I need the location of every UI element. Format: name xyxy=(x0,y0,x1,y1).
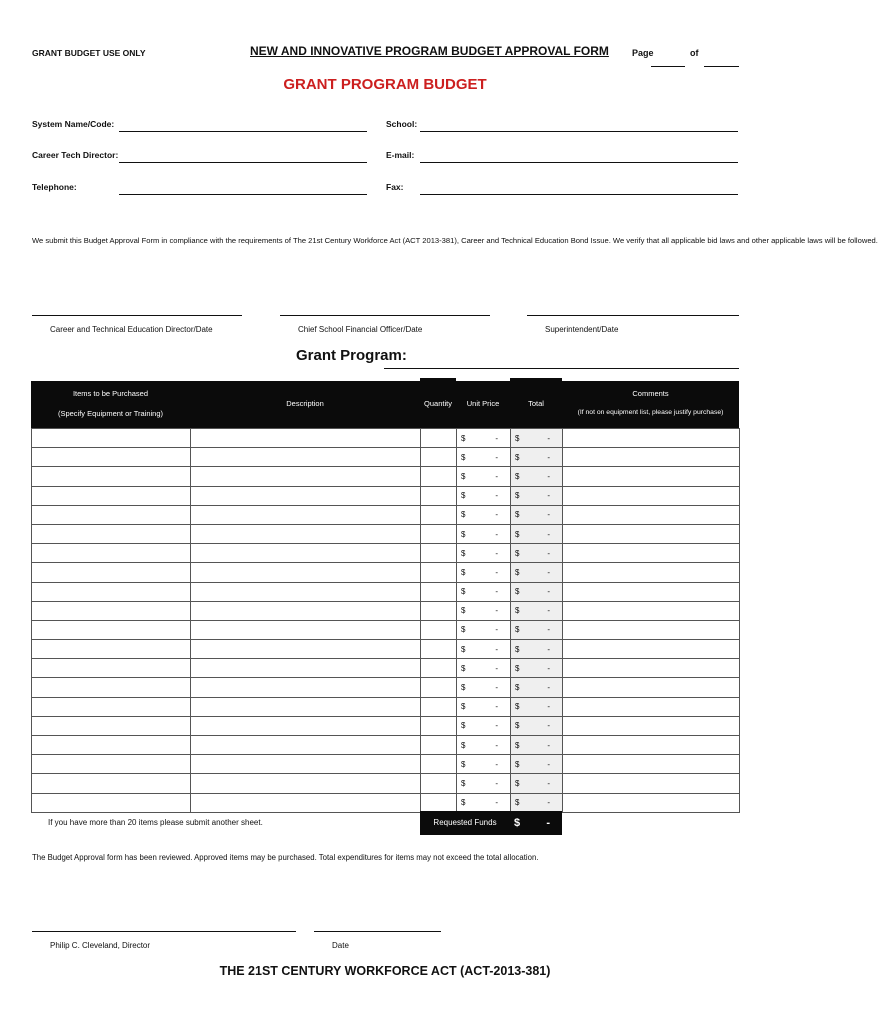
total-cell xyxy=(511,659,563,678)
item-cell[interactable] xyxy=(32,448,191,467)
zero-dash: - xyxy=(547,606,550,616)
zero-dash: - xyxy=(495,433,498,443)
email-label: E-mail: xyxy=(386,150,415,160)
total-cell xyxy=(511,601,563,620)
of-label: of xyxy=(690,48,699,58)
dollar-sign: $ xyxy=(461,798,466,808)
zero-dash: - xyxy=(547,625,550,635)
comments-cell[interactable] xyxy=(563,524,740,543)
zero-dash: - xyxy=(495,491,498,501)
dollar-sign: $ xyxy=(515,759,520,769)
item-cell[interactable] xyxy=(32,793,191,812)
director-label: Career Tech Director: xyxy=(32,150,119,160)
unit-price-cell[interactable] xyxy=(457,524,511,543)
zero-dash: - xyxy=(547,471,550,481)
quantity-cell[interactable] xyxy=(421,697,457,716)
total-cell xyxy=(511,793,563,812)
quantity-cell[interactable] xyxy=(421,774,457,793)
item-cell[interactable] xyxy=(32,486,191,505)
item-cell[interactable] xyxy=(32,716,191,735)
unit-price-cell[interactable] xyxy=(457,448,511,467)
item-cell[interactable] xyxy=(32,736,191,755)
zero-dash: - xyxy=(495,452,498,462)
zero-dash: - xyxy=(547,759,550,769)
items-header-note: (Specify Equipment or Training) xyxy=(57,409,164,418)
unit-price-cell[interactable] xyxy=(457,601,511,620)
zero-dash: - xyxy=(495,702,498,712)
dollar-sign: $ xyxy=(461,644,466,654)
quantity-cell[interactable] xyxy=(421,793,457,812)
superintendent-signature-line[interactable] xyxy=(527,315,739,316)
dollar-sign: $ xyxy=(515,567,520,577)
dollar-sign: $ xyxy=(461,721,466,731)
comments-cell[interactable] xyxy=(563,544,740,563)
comments-cell[interactable] xyxy=(563,505,740,524)
item-cell[interactable] xyxy=(32,659,191,678)
item-cell[interactable] xyxy=(32,697,191,716)
total-cell xyxy=(511,563,563,582)
unit-price-cell[interactable] xyxy=(457,716,511,735)
dollar-sign: $ xyxy=(515,433,520,443)
total-cell xyxy=(511,736,563,755)
comments-cell[interactable] xyxy=(563,582,740,601)
page-total-line[interactable] xyxy=(704,66,739,67)
item-cell[interactable] xyxy=(32,601,191,620)
quantity-cell[interactable] xyxy=(421,505,457,524)
description-cell[interactable] xyxy=(191,486,421,505)
dollar-sign: $ xyxy=(461,510,466,520)
system-name-label: System Name/Code: xyxy=(32,119,115,129)
total-cell xyxy=(511,640,563,659)
total-cell xyxy=(511,544,563,563)
table-row xyxy=(32,793,740,812)
dollar-sign: $ xyxy=(461,778,466,788)
description-cell[interactable] xyxy=(191,659,421,678)
approval-date-line[interactable] xyxy=(314,931,441,932)
zero-dash: - xyxy=(495,721,498,731)
cte-director-signature-label: Career and Technical Education Director/Date xyxy=(50,325,213,334)
dollar-sign: $ xyxy=(461,567,466,577)
fax-label: Fax: xyxy=(386,182,404,192)
dollar-sign: $ xyxy=(461,548,466,558)
comments-cell[interactable] xyxy=(563,697,740,716)
dollar-sign: $ xyxy=(461,606,466,616)
dollar-sign: $ xyxy=(515,702,520,712)
zero-dash: - xyxy=(547,567,550,577)
description-cell[interactable] xyxy=(191,640,421,659)
item-cell[interactable] xyxy=(32,640,191,659)
description-cell[interactable] xyxy=(191,755,421,774)
comments-cell[interactable] xyxy=(563,659,740,678)
unit-price-cell[interactable] xyxy=(457,755,511,774)
zero-dash: - xyxy=(547,491,550,501)
dollar-sign: $ xyxy=(515,548,520,558)
total-cell xyxy=(511,582,563,601)
comments-cell[interactable] xyxy=(563,774,740,793)
comments-cell[interactable] xyxy=(563,467,740,486)
comments-cell[interactable] xyxy=(563,716,740,735)
item-cell[interactable] xyxy=(32,429,191,448)
description-cell[interactable] xyxy=(191,601,421,620)
table-row xyxy=(32,697,740,716)
zero-dash: - xyxy=(547,529,550,539)
certification-statement: We submit this Budget Approval Form in compliance with the requirements of The 21st Century Workforce Act (ACT 2013-381), Career and Technical Education Bond Issue. We verify that all applicable bid laws and other applicable laws will be followed. xyxy=(32,236,878,245)
zero-dash: - xyxy=(495,798,498,808)
quantity-cell[interactable] xyxy=(421,736,457,755)
description-cell[interactable] xyxy=(191,467,421,486)
quantity-cell[interactable] xyxy=(421,486,457,505)
table-row xyxy=(32,659,740,678)
total-cell xyxy=(511,755,563,774)
total-cell xyxy=(511,620,563,639)
comments-cell[interactable] xyxy=(563,620,740,639)
zero-dash: - xyxy=(547,798,550,808)
comments-cell[interactable] xyxy=(563,793,740,812)
description-cell[interactable] xyxy=(191,736,421,755)
zero-dash: - xyxy=(547,644,550,654)
table-row xyxy=(32,467,740,486)
table-row xyxy=(32,505,740,524)
total-cell xyxy=(511,429,563,448)
total-cell xyxy=(511,467,563,486)
item-cell[interactable] xyxy=(32,774,191,793)
zero-dash: - xyxy=(547,663,550,673)
total-cell xyxy=(511,697,563,716)
dollar-sign: $ xyxy=(515,491,520,501)
description-cell[interactable] xyxy=(191,716,421,735)
table-row xyxy=(32,582,740,601)
dollar-sign: $ xyxy=(461,433,466,443)
telephone-field[interactable] xyxy=(119,194,367,195)
zero-dash: - xyxy=(495,567,498,577)
dollar-sign: $ xyxy=(515,587,520,597)
unit-price-cell[interactable] xyxy=(457,429,511,448)
budget-table-header xyxy=(31,381,739,428)
dollar-sign: $ xyxy=(461,587,466,597)
item-cell[interactable] xyxy=(32,678,191,697)
quantity-cell[interactable] xyxy=(421,640,457,659)
dollar-sign: $ xyxy=(515,778,520,788)
description-cell[interactable] xyxy=(191,793,421,812)
description-cell[interactable] xyxy=(191,544,421,563)
dollar-sign: $ xyxy=(515,740,520,750)
description-cell[interactable] xyxy=(191,448,421,467)
zero-dash: - xyxy=(547,683,550,693)
table-row xyxy=(32,678,740,697)
unit-price-cell[interactable] xyxy=(457,467,511,486)
table-row xyxy=(32,448,740,467)
item-cell[interactable] xyxy=(32,524,191,543)
quantity-cell[interactable] xyxy=(421,563,457,582)
dollar-sign: $ xyxy=(461,625,466,635)
unit-price-cell[interactable] xyxy=(457,486,511,505)
total-cell xyxy=(511,486,563,505)
quantity-cell[interactable] xyxy=(421,544,457,563)
description-cell[interactable] xyxy=(191,505,421,524)
zero-dash: - xyxy=(495,625,498,635)
items-header: Items to be Purchased xyxy=(72,389,149,398)
description-cell[interactable] xyxy=(191,697,421,716)
unit-price-cell[interactable] xyxy=(457,640,511,659)
quantity-cell[interactable] xyxy=(421,448,457,467)
description-cell[interactable] xyxy=(191,563,421,582)
total-cell xyxy=(511,505,563,524)
dollar-sign: $ xyxy=(515,663,520,673)
unit-price-cell[interactable] xyxy=(457,697,511,716)
cte-director-signature-line[interactable] xyxy=(32,315,242,316)
item-cell[interactable] xyxy=(32,505,191,524)
unit-price-header: Unit Price xyxy=(466,399,500,408)
cfo-signature-label: Chief School Financial Officer/Date xyxy=(298,325,423,334)
comments-cell[interactable] xyxy=(563,640,740,659)
dollar-sign: $ xyxy=(461,491,466,501)
zero-dash: - xyxy=(495,740,498,750)
dollar-sign: $ xyxy=(461,702,466,712)
quantity-cell[interactable] xyxy=(421,582,457,601)
comments-cell[interactable] xyxy=(563,678,740,697)
quantity-cell[interactable] xyxy=(421,467,457,486)
zero-dash: - xyxy=(547,587,550,597)
description-cell[interactable] xyxy=(191,678,421,697)
comments-cell[interactable] xyxy=(563,486,740,505)
unit-price-cell[interactable] xyxy=(457,620,511,639)
table-row xyxy=(32,640,740,659)
zero-dash: - xyxy=(495,759,498,769)
dollar-sign: $ xyxy=(515,625,520,635)
zero-dash: - xyxy=(495,644,498,654)
director-approval-signature-line[interactable] xyxy=(32,931,296,932)
email-field[interactable] xyxy=(420,162,738,163)
description-header: Description xyxy=(286,399,324,408)
comments-cell[interactable] xyxy=(563,601,740,620)
requested-funds-label: Requested Funds xyxy=(420,811,510,835)
unit-price-cell[interactable] xyxy=(457,774,511,793)
description-cell[interactable] xyxy=(191,429,421,448)
dollar-sign: $ xyxy=(515,721,520,731)
quantity-cell[interactable] xyxy=(421,716,457,735)
grant-program-field[interactable] xyxy=(384,368,739,369)
dollar-sign: $ xyxy=(515,452,520,462)
school-field[interactable] xyxy=(420,131,738,132)
total-cell xyxy=(511,774,563,793)
comments-cell[interactable] xyxy=(563,429,740,448)
approval-date-label: Date xyxy=(332,941,349,950)
dollar-sign: $ xyxy=(515,529,520,539)
item-cell[interactable] xyxy=(32,563,191,582)
total-cell xyxy=(511,524,563,543)
superintendent-signature-label: Superintendent/Date xyxy=(545,325,619,334)
budget-items-table xyxy=(31,428,740,813)
quantity-header: Quantity xyxy=(424,399,452,408)
zero-dash: - xyxy=(495,471,498,481)
description-cell[interactable] xyxy=(191,620,421,639)
dollar-sign: $ xyxy=(515,644,520,654)
zero-dash: - xyxy=(547,433,550,443)
form-subtitle: GRANT PROGRAM BUDGET xyxy=(283,76,487,93)
form-title: NEW AND INNOVATIVE PROGRAM BUDGET APPROVAL FORM xyxy=(250,44,609,58)
director-name-label: Philip C. Cleveland, Director xyxy=(50,941,151,950)
more-items-note: If you have more than 20 items please submit another sheet. xyxy=(48,818,263,827)
unit-price-cell[interactable] xyxy=(457,582,511,601)
zero-dash: - xyxy=(547,702,550,712)
zero-dash: - xyxy=(495,510,498,520)
description-cell[interactable] xyxy=(191,524,421,543)
quantity-cell[interactable] xyxy=(421,620,457,639)
table-row xyxy=(32,716,740,735)
dollar-sign: $ xyxy=(461,452,466,462)
zero-dash: - xyxy=(495,778,498,788)
quantity-cell[interactable] xyxy=(421,524,457,543)
quantity-cell[interactable] xyxy=(421,601,457,620)
dollar-sign: $ xyxy=(461,529,466,539)
page-number-line[interactable] xyxy=(651,66,685,67)
comments-header-note: (If not on equipment list, please justify purchase) xyxy=(577,409,724,416)
quantity-cell[interactable] xyxy=(421,659,457,678)
director-field[interactable] xyxy=(119,162,367,163)
total-cell xyxy=(511,678,563,697)
system-name-field[interactable] xyxy=(119,131,367,132)
unit-price-cell[interactable] xyxy=(457,563,511,582)
table-row xyxy=(32,486,740,505)
table-row xyxy=(32,601,740,620)
zero-dash: - xyxy=(547,510,550,520)
dollar-sign: $ xyxy=(461,683,466,693)
item-cell[interactable] xyxy=(32,582,191,601)
unit-price-cell[interactable] xyxy=(457,793,511,812)
requested-funds-amount: - xyxy=(546,817,550,829)
quantity-cell[interactable] xyxy=(421,755,457,774)
zero-dash: - xyxy=(495,606,498,616)
dollar-sign: $ xyxy=(461,471,466,481)
footer-act-title: THE 21ST CENTURY WORKFORCE ACT (ACT-2013-381) xyxy=(219,964,551,978)
table-row xyxy=(32,736,740,755)
comments-cell[interactable] xyxy=(563,755,740,774)
cfo-signature-line[interactable] xyxy=(280,315,490,316)
unit-price-cell[interactable] xyxy=(457,736,511,755)
total-cell xyxy=(511,448,563,467)
dollar-sign: $ xyxy=(461,759,466,769)
item-cell[interactable] xyxy=(32,755,191,774)
zero-dash: - xyxy=(547,721,550,731)
description-cell[interactable] xyxy=(191,582,421,601)
dollar-sign: $ xyxy=(461,740,466,750)
review-statement: The Budget Approval form has been reviewed. Approved items may be purchased. Total expenditures for items may not exceed the total allocation. xyxy=(32,853,539,862)
quantity-cell[interactable] xyxy=(421,678,457,697)
zero-dash: - xyxy=(547,548,550,558)
table-row xyxy=(32,755,740,774)
fax-field[interactable] xyxy=(420,194,738,195)
requested-funds-dollar: $ xyxy=(514,817,521,829)
table-row xyxy=(32,429,740,448)
item-cell[interactable] xyxy=(32,467,191,486)
dollar-sign: $ xyxy=(515,606,520,616)
requested-funds-value xyxy=(510,811,562,835)
comments-cell[interactable] xyxy=(563,736,740,755)
quantity-cell[interactable] xyxy=(421,429,457,448)
comments-cell[interactable] xyxy=(563,563,740,582)
zero-dash: - xyxy=(547,452,550,462)
zero-dash: - xyxy=(547,778,550,788)
zero-dash: - xyxy=(495,683,498,693)
zero-dash: - xyxy=(495,529,498,539)
grant-budget-use-only-label: GRANT BUDGET USE ONLY xyxy=(32,48,146,58)
zero-dash: - xyxy=(495,548,498,558)
table-row xyxy=(32,774,740,793)
item-cell[interactable] xyxy=(32,620,191,639)
description-cell[interactable] xyxy=(191,774,421,793)
comments-header: Comments xyxy=(632,389,669,398)
dollar-sign: $ xyxy=(515,798,520,808)
dollar-sign: $ xyxy=(461,663,466,673)
school-label: School: xyxy=(386,119,418,129)
total-header: Total xyxy=(528,399,544,408)
zero-dash: - xyxy=(547,740,550,750)
table-row xyxy=(32,544,740,563)
table-row xyxy=(32,620,740,639)
item-cell[interactable] xyxy=(32,544,191,563)
page-label: Page xyxy=(632,48,654,58)
unit-price-cell[interactable] xyxy=(457,544,511,563)
comments-cell[interactable] xyxy=(563,448,740,467)
zero-dash: - xyxy=(495,587,498,597)
grant-program-label: Grant Program: xyxy=(296,347,407,364)
telephone-label: Telephone: xyxy=(32,182,77,192)
unit-price-cell[interactable] xyxy=(457,505,511,524)
unit-price-cell[interactable] xyxy=(457,659,511,678)
total-cell xyxy=(511,716,563,735)
table-row xyxy=(32,524,740,543)
zero-dash: - xyxy=(495,663,498,673)
unit-price-cell[interactable] xyxy=(457,678,511,697)
table-row xyxy=(32,563,740,582)
dollar-sign: $ xyxy=(515,471,520,481)
dollar-sign: $ xyxy=(515,683,520,693)
dollar-sign: $ xyxy=(515,510,520,520)
